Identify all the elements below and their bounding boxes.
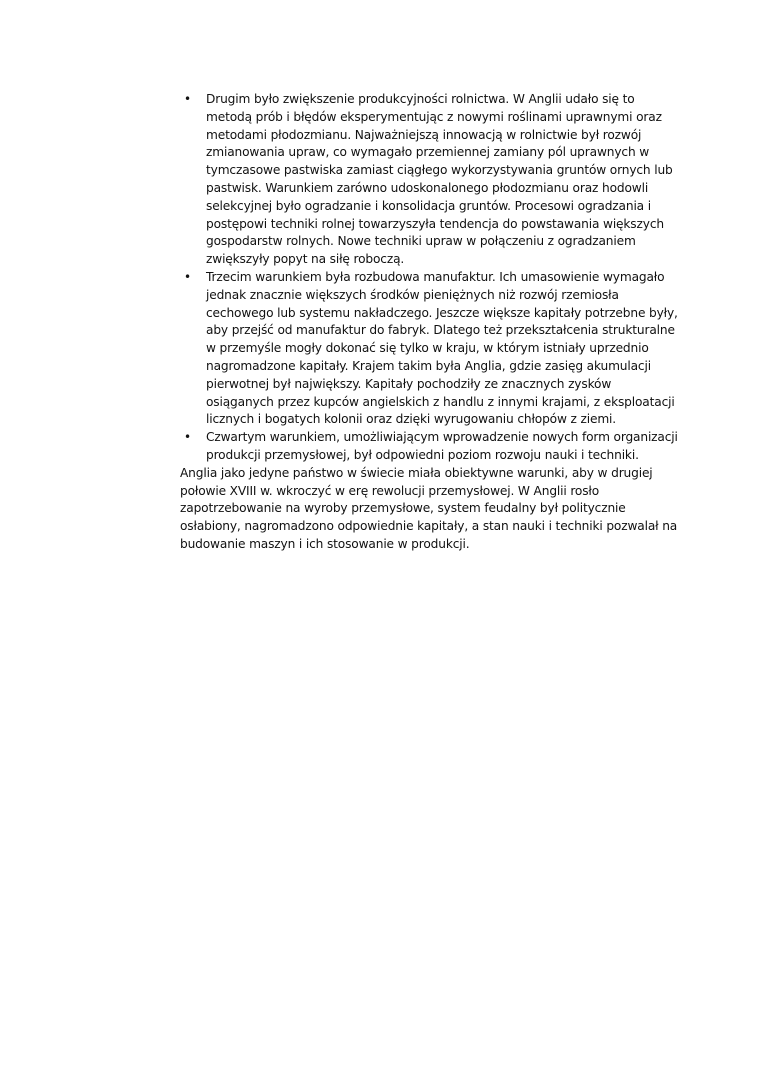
- list-item: [180, 429, 678, 465]
- document-body: [180, 91, 678, 554]
- closing-paragraph: Anglia jako jedyne państwo w świecie miała obiektywne warunki, aby w drugiej połowie XVIII w. wkroczyć w erę rewolucji przemysłowej. W Anglii rosło zapotrzebowanie na wyroby przemysłowe, system feudalny był politycznie osłabiony, nagromadzono odpowiednie kapitały, a stan nauki i techniki pozwalał na budowanie maszyn i ich stosowanie w produkcji.: [180, 465, 678, 551]
- bullet-icon: •: [184, 92, 191, 106]
- bullet-list: [180, 91, 678, 465]
- list-item-text: Czwartym warunkiem, umożliwiającym wprowadzenie nowych form organizacji produkcji przemysłowej, był odpowiedni poziom rozwoju nauki i techniki.: [206, 430, 678, 462]
- list-item: [180, 269, 678, 429]
- bullet-icon: •: [184, 269, 191, 284]
- list-item-text: Drugim było zwiększenie produkcyjności rolnictwa. W Anglii udało się to metodą prób i błędów eksperymentując z nowymi roślinami uprawnymi oraz metodami płodozmianu. Najważniejszą innowacją w rolnictwie był rozwój zmianowania upraw, co wymagało przemiennej zamiany pól uprawnych w tymczasowe pastwiska zamiast ciągłego wykorzystywania gruntów ornych lub pastwisk. Warunkiem zarówno udoskonalonego płodozmianu oraz hodowli selekcyjnej było ogradzanie i konsolidacja gruntów. Procesowi ogradzania i postępowi techniki rolnej towarzyszyła tendencja do powstawania większych gospodarstw rolnych. Nowe techniki upraw w połączeniu z ogradzaniem zwiększyły popyt na siłę roboczą.: [206, 92, 673, 267]
- bullet-icon: •: [184, 430, 191, 445]
- list-item-text: Trzecim warunkiem była rozbudowa manufaktur. Ich umasowienie wymagało jednak znacznie większych środków pieniężnych niż rozwój rzemiosła cechowego lub systemu nakładczego. Jeszcze większe kapitały potrzebne były, aby przejść od manufaktur do fabryk. Dlatego też przekształcenia strukturalne w przemyśle mogły dokonać się tylko w kraju, w którym istniały uprzednio nagromadzone kapitały. Krajem takim była Anglia, gdzie zasięg akumulacji pierwotnej był największy. Kapitały pochodziły ze znacznych zysków osiąganych przez kupców angielskich z handlu z innymi krajami, z eksploatacji licznych i bogatych kolonii oraz dzięki wyrugowaniu chłopów z ziemi.: [206, 269, 678, 427]
- list-item: [180, 91, 678, 269]
